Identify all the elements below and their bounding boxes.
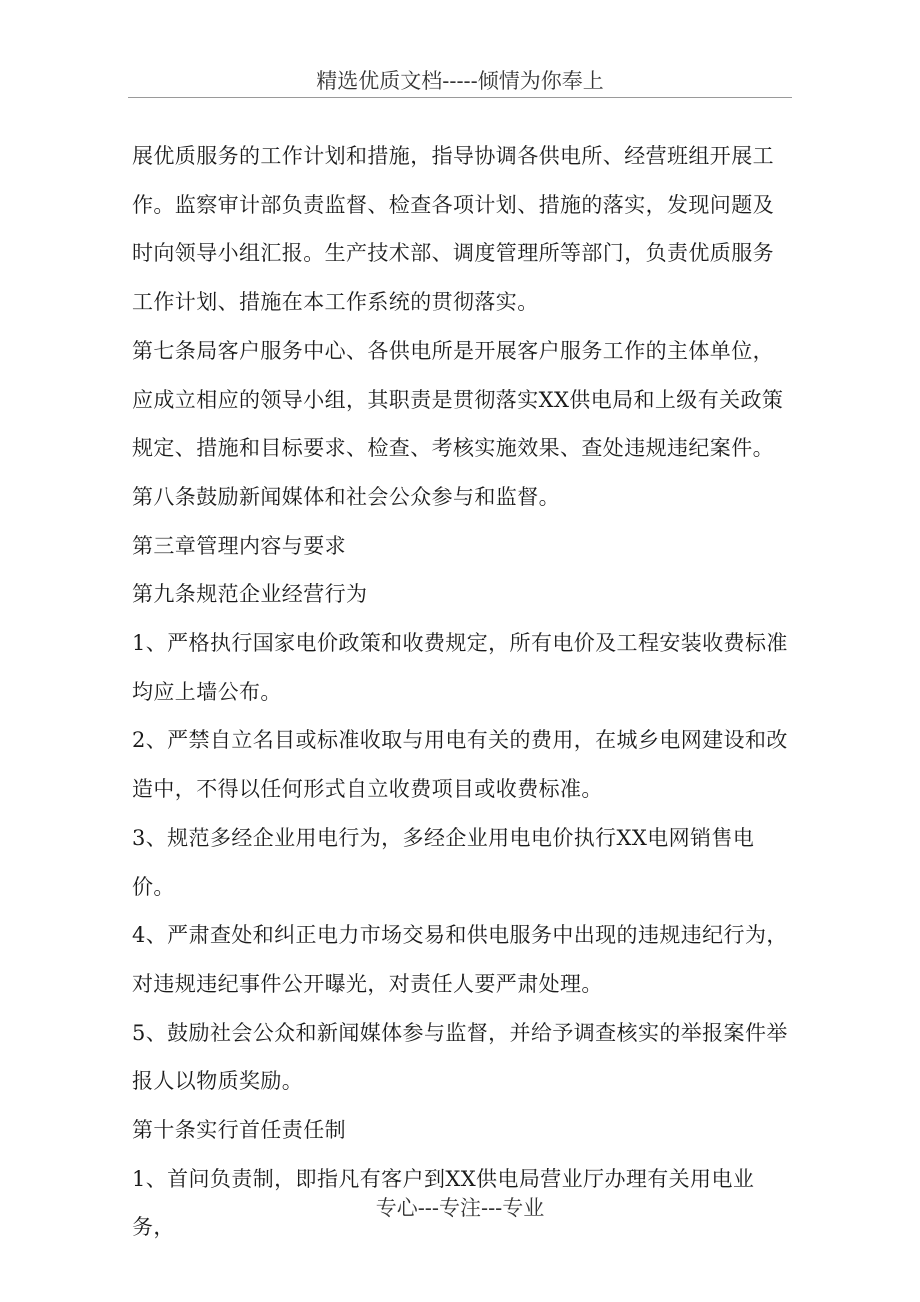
paragraph: 2、严禁自立名目或标准收取与用电有关的费用，在城乡电网建设和改造中，不得以任何形式自立收费项目或收费标准。 — [132, 728, 788, 802]
article-heading: 第十条实行首任责任制 — [132, 1118, 346, 1143]
section-heading: 第三章管理内容与要求 — [132, 533, 346, 558]
page-header: 精选优质文档-----倾情为你奉上 — [316, 69, 604, 93]
paragraph: 第八条鼓励新闻媒体和社会公众参与和监督。 — [132, 484, 560, 509]
paragraph: 1、严格执行国家电价政策和收费规定，所有电价及工程安装收费标准均应上墙公布。 — [132, 631, 788, 704]
paragraph: 展优质服务的工作计划和措施，指导协调各供电所、经营班组开展工作。监察审计部负责监督、检查各项计划、措施的落实，发现问题及时向领导小组汇报。生产技术部、调度管理所等部门，负责优质服务工作计划、措施在本工作系统的贯彻落实。 — [132, 144, 774, 315]
article-heading: 第九条规范企业经营行为 — [132, 582, 368, 607]
paragraph: 3、规范多经企业用电行为，多经企业用电电价执行XX电网销售电价。 — [132, 825, 755, 899]
document-body — [132, 132, 794, 1252]
paragraph: 4、严肃查处和纠正电力市场交易和供电服务中出现的违规违纪行为，对违规违纪事件公开曝光，对责任人要严肃处理。 — [132, 923, 788, 996]
paragraph: 5、鼓励社会公众和新闻媒体参与监督，并给予调查核实的举报案件举报人以物质奖励。 — [132, 1020, 788, 1094]
paragraph: 第七条局客户服务中心、各供电所是开展客户服务工作的主体单位，应成立相应的领导小组，其职责是贯彻落实XX供电局和上级有关政策规定、措施和目标要求、检查、考核实施效果、查处违规违纪案件。 — [132, 338, 784, 461]
header-divider — [128, 97, 792, 98]
paragraph: 1、首问负责制，即指凡有客户到XX供电局营业厅办理有关用电业务， — [132, 1166, 755, 1240]
page-footer: 专心---专注---专业 — [375, 1196, 545, 1220]
